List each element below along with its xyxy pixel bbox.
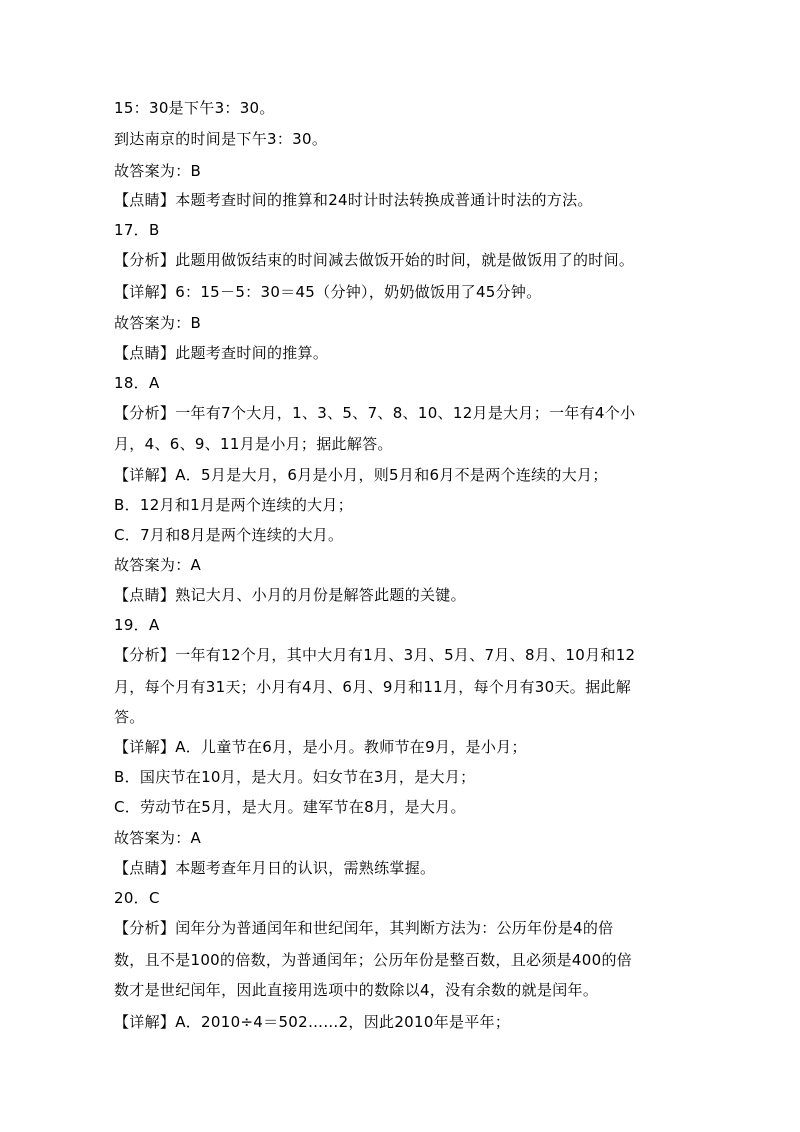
text-line: 【分析】闰年分为普通闰年和世纪闰年，其判断方法为：公历年份是4的倍 <box>114 919 614 937</box>
text-line: 数才是世纪闰年，因此直接用选项中的数除以4，没有余数的就是闰年。 <box>114 981 599 999</box>
text-line: 【点睛】本题考查年月日的认识，需熟练掌握。 <box>114 859 436 877</box>
text-line: C．7月和8月是两个连续的大月。 <box>114 526 344 544</box>
text-line: 【点睛】本题考查时间的推算和24时计时法转换成普通计时法的方法。 <box>114 191 593 209</box>
text-line: 【详解】A．2010÷4＝502……2，因此2010年是平年； <box>114 1013 511 1031</box>
text-line: 数，且不是100的倍数，为普通闰年；公历年份是整百数，且必须是400的倍 <box>114 951 633 969</box>
text-line: B．12月和1月是两个连续的大月； <box>114 496 354 514</box>
text-line: C．劳动节在5月，是大月。建军节在8月，是大月。 <box>114 798 466 816</box>
text-line: 【分析】一年有7个大月，1、3、5、7、8、10、12月是大月；一年有4个小 <box>114 404 636 422</box>
text-line: 故答案为：A <box>114 556 202 574</box>
question-number: 17．B <box>114 221 160 239</box>
text-line: 【详解】A．5月是大月，6月是小月，则5月和6月不是两个连续的大月； <box>114 466 608 484</box>
text-line: B．国庆节在10月，是大月。妇女节在3月，是大月； <box>114 768 476 786</box>
text-line: 月，每个月有31天；小月有4月、6月、9月和11月，每个月有30天。据此解 <box>114 678 631 696</box>
text-line: 【分析】此题用做饭结束的时间减去做饭开始的时间，就是做饭用了的时间。 <box>114 251 635 269</box>
text-line: 15：30是下午3：30。 <box>114 99 275 117</box>
text-line: 【点睛】熟记大月、小月的月份是解答此题的关键。 <box>114 586 466 604</box>
text-line: 到达南京的时间是下午3：30。 <box>114 130 328 148</box>
text-line: 【详解】A．儿童节在6月，是小月。教师节在9月，是小月； <box>114 738 527 756</box>
question-number: 20．C <box>114 889 160 907</box>
text-line: 故答案为：A <box>114 829 202 847</box>
text-line: 月，4、6、9、11月是小月；据此解答。 <box>114 435 393 453</box>
question-number: 18．A <box>114 374 160 392</box>
question-number: 19．A <box>114 616 160 634</box>
text-line: 【详解】6：15－5：30＝45（分钟），奶奶做饭用了45分钟。 <box>114 283 542 301</box>
text-line: 【点睛】此题考查时间的推算。 <box>114 344 329 362</box>
text-line: 答。 <box>114 708 145 726</box>
text-line: 故答案为：B <box>114 314 202 332</box>
text-line: 【分析】一年有12个月，其中大月有1月、3月、5月、7月、8月、10月和12 <box>114 646 636 664</box>
text-line: 故答案为：B <box>114 162 202 180</box>
